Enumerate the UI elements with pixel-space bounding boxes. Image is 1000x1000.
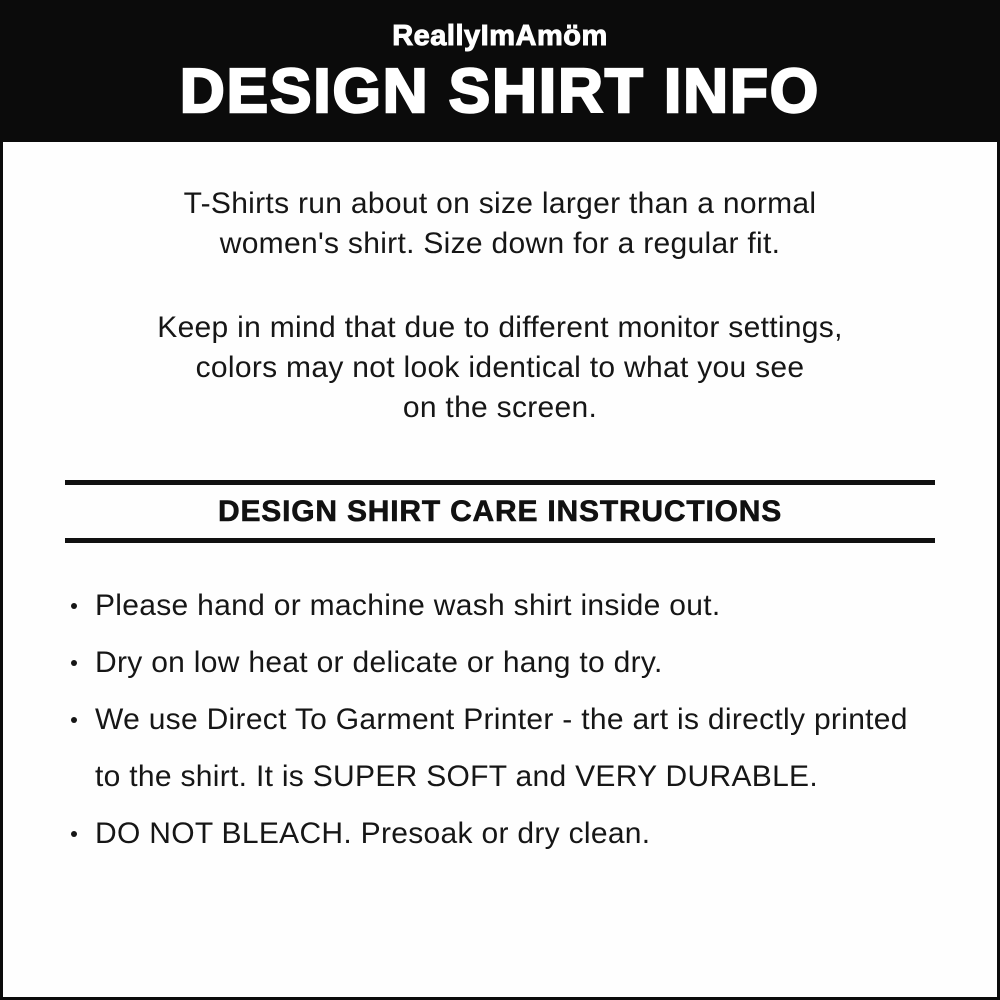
bullet-icon — [71, 603, 95, 609]
care-item-bleach: DO NOT BLEACH. Presoak or dry clean. — [95, 817, 651, 850]
monitor-line-2: colors may not look identical to what you see — [195, 351, 805, 384]
page-title: DESIGN SHIRT INFO — [179, 57, 821, 126]
divider-bottom — [65, 538, 935, 543]
care-instructions-list — [65, 577, 935, 862]
bullet-icon — [71, 717, 95, 723]
care-heading: DESIGN SHIRT CARE INSTRUCTIONS — [217, 495, 783, 528]
list-item — [65, 577, 935, 634]
list-item — [65, 634, 935, 691]
sizing-line-1: T-Shirts run about on size larger than a normal — [183, 187, 817, 220]
sizing-paragraph — [65, 184, 935, 264]
monitor-line-3: on the screen. — [402, 391, 598, 424]
card-body — [3, 184, 997, 862]
header-band — [0, 0, 1000, 142]
brand-logo: ReallyImAmöm — [392, 20, 608, 52]
care-item-printer: We use Direct To Garment Printer - the art is directly printed to the shirt. It is SUPER SOFT and VERY DURABLE. — [95, 703, 908, 793]
list-item — [65, 691, 935, 805]
sizing-line-2: women's shirt. Size down for a regular fit. — [219, 227, 781, 260]
care-section-header — [65, 480, 935, 543]
care-item-wash: Please hand or machine wash shirt inside out. — [95, 589, 721, 622]
monitor-paragraph — [65, 308, 935, 428]
list-item — [65, 805, 935, 862]
care-item-dry: Dry on low heat or delicate or hang to dry. — [95, 646, 663, 679]
bullet-icon — [71, 831, 95, 837]
monitor-line-1: Keep in mind that due to different monitor settings, — [157, 311, 843, 344]
bullet-icon — [71, 660, 95, 666]
